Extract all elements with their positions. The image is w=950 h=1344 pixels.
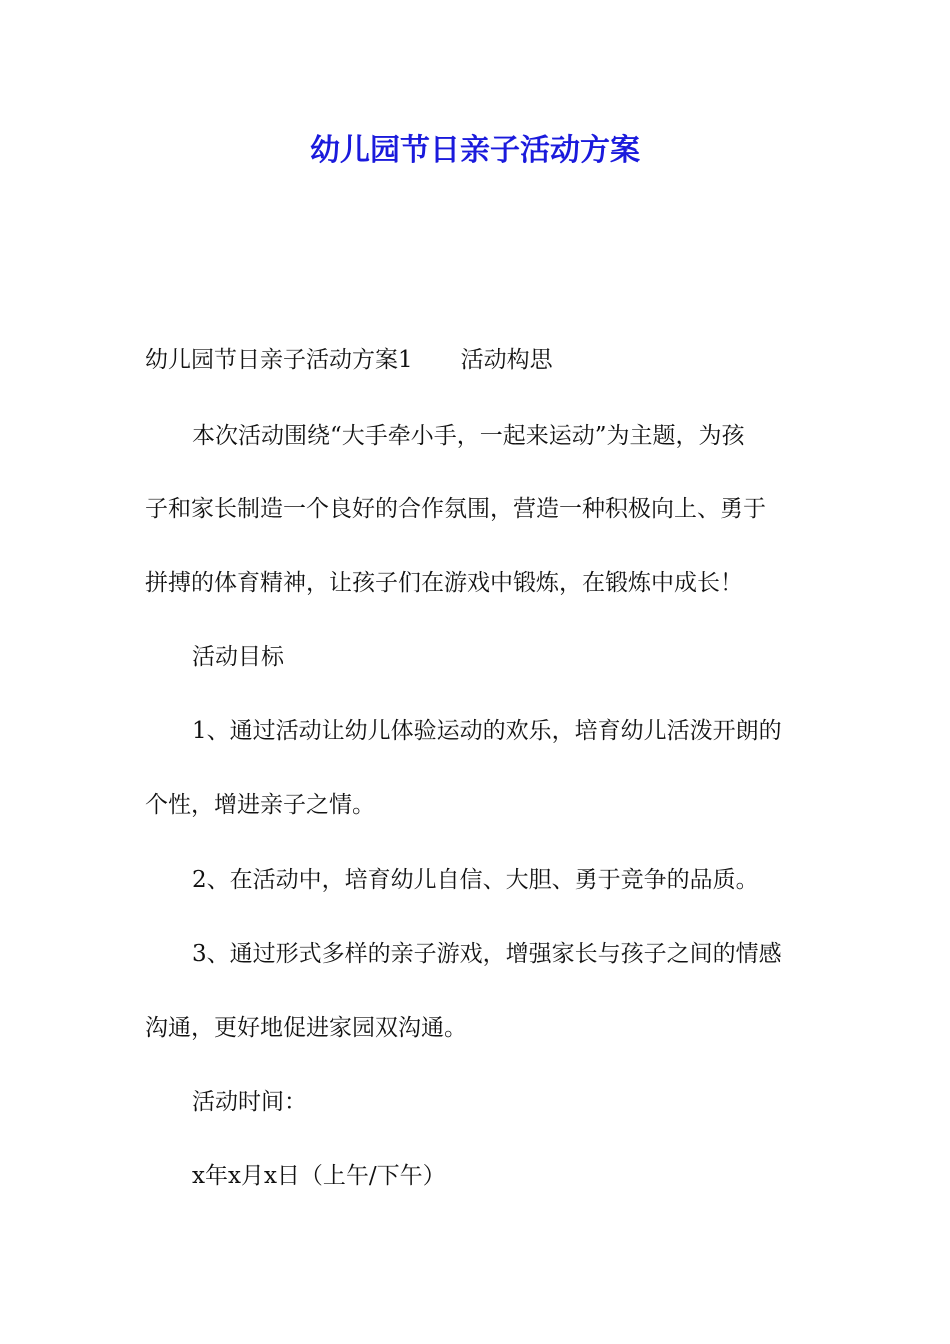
paragraph-line: 子和家长制造一个良好的合作氛围，营造一种积极向上、勇于	[145, 496, 766, 522]
paragraph-line: 拼搏的体育精神，让孩子们在游戏中锻炼，在锻炼中成长！	[145, 570, 743, 596]
concept-heading: 活动构思	[460, 347, 553, 373]
goal-item-2: 2、在活动中，培育幼儿自信、大胆、勇于竞争的品质。	[192, 867, 759, 893]
section-heading-line	[145, 342, 553, 378]
paragraph-line: 本次活动围绕“大手牵小手，一起来运动”为主题，为孩	[192, 423, 745, 449]
time-heading: 活动时间：	[192, 1089, 307, 1115]
time-value: x年x月x日（上午/下午）	[192, 1163, 446, 1189]
goal-item-1: 1、通过活动让幼儿体验运动的欢乐，培育幼儿活泼开朗的	[192, 718, 782, 744]
document-title: 幼儿园节日亲子活动方案	[310, 133, 640, 168]
goal-item-3-continued: 沟通，更好地促进家园双沟通。	[145, 1015, 467, 1041]
section-heading: 幼儿园节日亲子活动方案1	[145, 347, 413, 373]
goal-item-1-continued: 个性，增进亲子之情。	[145, 792, 375, 818]
goal-item-3: 3、通过形式多样的亲子游戏，增强家长与孩子之间的情感	[192, 941, 782, 967]
goals-heading: 活动目标	[192, 644, 284, 670]
